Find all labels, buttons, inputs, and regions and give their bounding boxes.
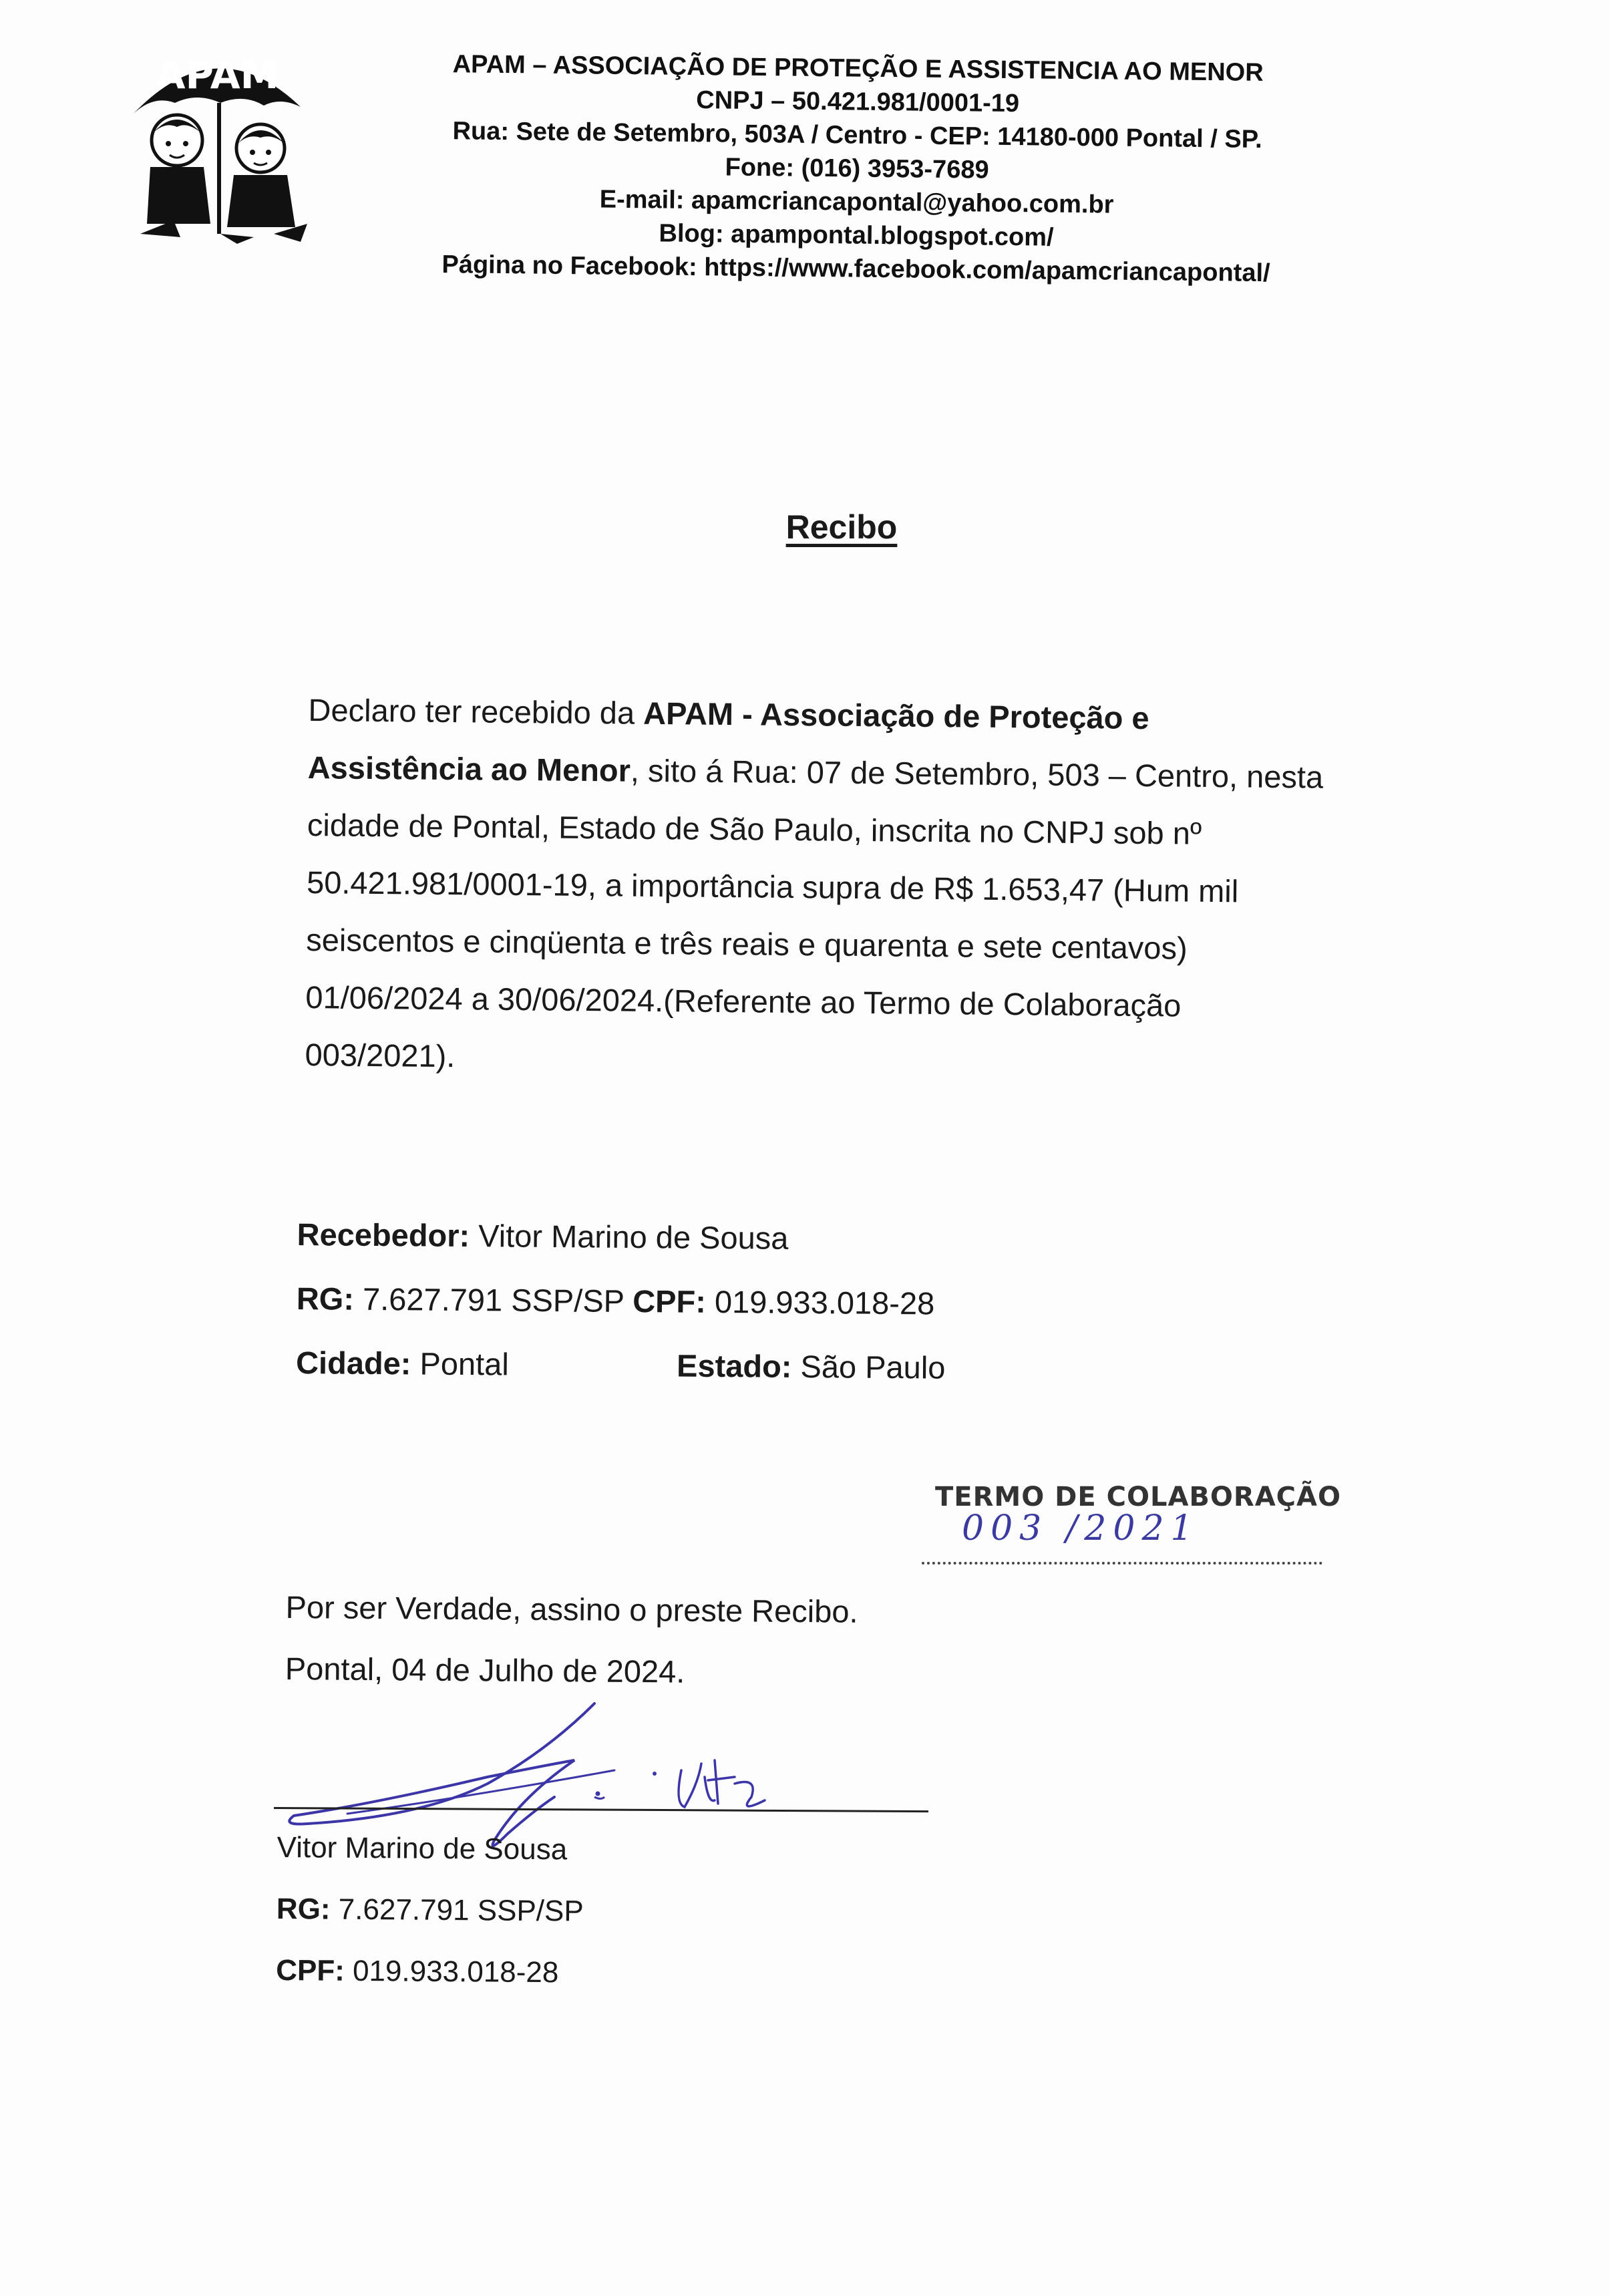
body-line-3: cidade de Pontal, Estado de São Paulo, inscrita no CNPJ sob nº (307, 806, 1202, 851)
signer-rg-row (277, 1878, 1079, 1946)
cidade-value: Pontal (411, 1345, 510, 1382)
receipt-body (305, 681, 1404, 1094)
header-address: Rua: Sete de Setembro, 503A / Centro - CEP: 14180-000 Pontal / SP. (452, 117, 1262, 154)
recebedor-value: Vitor Marino de Sousa (469, 1218, 789, 1256)
rg-label: RG: (296, 1280, 355, 1317)
body-line-2 (307, 739, 1403, 807)
body-org-name-bold-cont: Assistência ao Menor (307, 749, 631, 788)
body-org-name-bold: APAM - Associação de Proteção e (643, 695, 1149, 736)
body-line-7: 003/2021). (305, 1036, 456, 1074)
logo-text: APAM (155, 52, 279, 98)
closing-block (285, 1577, 1221, 1707)
rg-value: 7.627.791 SSP/SP (353, 1281, 633, 1319)
body-line-1 (308, 681, 1404, 750)
body-line-6: 01/06/2024 a 30/06/2024.(Referente ao Termo de Colaboração (305, 979, 1182, 1023)
signer-name: Vitor Marino de Sousa (277, 1830, 568, 1866)
closing-statement: Por ser Verdade, assino o preste Recibo. (285, 1589, 858, 1629)
signer-cpf-row (276, 1940, 1078, 2007)
header-cnpj: CNPJ – 50.421.981/0001-19 (696, 86, 1020, 118)
header-email: E-mail: apamcriancapontal@yahoo.com.br (599, 185, 1114, 219)
body-text: Declaro ter recebido da (308, 691, 644, 731)
estado-group (677, 1333, 946, 1400)
signer-cpf-label: CPF: (276, 1953, 345, 1987)
signer-rg-label: RG: (276, 1892, 331, 1926)
signer-block (276, 1817, 1079, 2007)
header-org-name: APAM – ASSOCIAÇÃO DE PROTEÇÃO E ASSISTENCIA AO MENOR (452, 50, 1264, 87)
estado-value: São Paulo (791, 1348, 946, 1385)
receiver-docs-row (296, 1267, 1298, 1339)
body-line-5: seiscentos e cinqüenta e três reais e quarenta e sete centavos) (306, 921, 1188, 966)
signer-rg-value: 7.627.791 SSP/SP (330, 1893, 584, 1928)
recebedor-label: Recebedor: (297, 1216, 470, 1254)
header-facebook: Página no Facebook: https://www.facebook.com/apamcriancapontal/ (441, 251, 1270, 288)
body-text: , sito á Rua: 07 de Setembro, 503 – Centro, nesta (630, 752, 1324, 795)
header-blog: Blog: apampontal.blogspot.com/ (659, 219, 1054, 252)
apam-logo (120, 33, 314, 247)
organization-header (371, 47, 1343, 291)
cpf-value: 019.933.018-28 (705, 1283, 935, 1321)
stamp-dotted-line (922, 1562, 1322, 1565)
closing-date: Pontal, 04 de Julho de 2024. (285, 1650, 685, 1689)
receiver-block (296, 1202, 1299, 1403)
receiver-location-row (296, 1331, 1298, 1403)
estado-label: Estado: (676, 1347, 792, 1384)
stamp-label: TERMO DE COLABORAÇÃO (935, 1482, 1341, 1512)
body-line-4: 50.421.981/0001-19, a importância supra de R$ 1.653,47 (Hum mil (306, 864, 1239, 909)
signer-cpf-value: 019.933.018-28 (344, 1954, 559, 1989)
cidade-label: Cidade: (295, 1344, 411, 1381)
termo-stamp (915, 1476, 1341, 1577)
cpf-label: CPF: (633, 1283, 707, 1319)
stamp-handwritten-number: 003 /2021 (962, 1508, 1200, 1548)
header-phone: Fone: (016) 3953-7689 (725, 153, 989, 184)
page-title: Recibo (785, 508, 898, 546)
receiver-name-row (297, 1202, 1299, 1275)
